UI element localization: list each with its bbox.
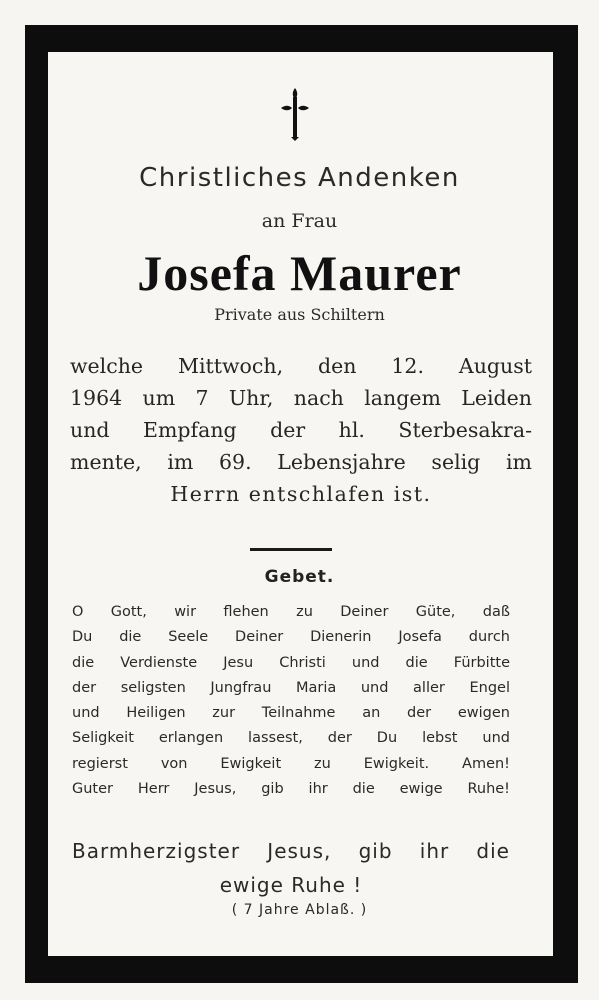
prayer-line: Seligkeit erlangen lassest, der Du lebst und bbox=[72, 730, 510, 747]
indulgence-note: ( 7 Jahre Ablaß. ) bbox=[231, 902, 368, 918]
prayer-line: der seligsten Jungfrau Maria und aller Engel bbox=[72, 679, 510, 696]
cross-icon bbox=[278, 86, 312, 142]
residence-line: Private aus Schiltern bbox=[214, 305, 385, 324]
plea-line: ewige Ruhe ! bbox=[219, 873, 363, 897]
plea-line: Barmherzigster Jesus, gib ihr die bbox=[72, 839, 510, 863]
divider-rule bbox=[250, 548, 332, 551]
prayer-line: und Heiligen zur Teilnahme an der ewigen bbox=[72, 705, 510, 722]
prayer-line: Guter Herr Jesus, gib ihr die ewige Ruhe! bbox=[72, 781, 510, 798]
prayer-line: die Verdienste Jesu Christi und die Fürbitte bbox=[72, 654, 510, 671]
announcement-line: Herrn entschlafen ist. bbox=[170, 482, 432, 506]
prayer-text bbox=[72, 600, 510, 802]
announcement-line: und Empfang der hl. Sterbesakra- bbox=[70, 418, 532, 442]
deceased-name: Josefa Maurer bbox=[137, 245, 462, 301]
prayer-line: O Gott, wir flehen zu Deiner Güte, daß bbox=[72, 604, 510, 620]
closing-plea bbox=[72, 834, 510, 902]
prayer-title: Gebet. bbox=[264, 567, 335, 587]
announcement-line: 1964 um 7 Uhr, nach langem Leiden bbox=[70, 386, 532, 410]
announcement-line: welche Mittwoch, den 12. August bbox=[70, 354, 532, 378]
prayer-line: Du die Seele Deiner Dienerin Josefa durch bbox=[72, 629, 510, 646]
announcement-line: mente, im 69. Lebensjahre selig im bbox=[70, 450, 532, 474]
card-subtitle: an Frau bbox=[261, 210, 338, 232]
death-announcement bbox=[70, 350, 532, 510]
card-title: Christliches Andenken bbox=[139, 163, 460, 193]
prayer-line: regierst von Ewigkeit zu Ewigkeit. Amen! bbox=[72, 755, 510, 772]
